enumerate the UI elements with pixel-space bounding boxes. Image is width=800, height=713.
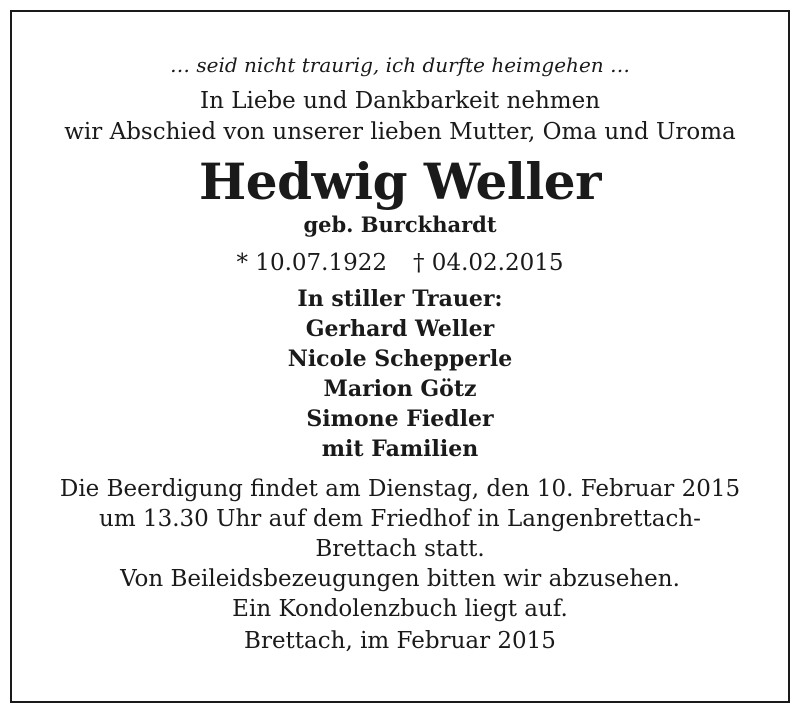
intro-line: wir Abschied von unserer lieben Mutter, Oma und Uroma <box>64 119 736 145</box>
details-line: Von Beileidsbezeugungen bitten wir abzusehen. <box>120 566 680 592</box>
mourners-list <box>0 284 800 464</box>
details-line: Ein Kondolenzbuch liegt auf. <box>232 596 568 622</box>
birth-date: * 10.07.1922 <box>236 250 387 276</box>
life-dates <box>0 247 800 279</box>
mourners-heading: In stiller Trauer: <box>297 286 503 312</box>
details-line: um 13.30 Uhr auf dem Friedhof in Langenbrettach- <box>99 506 701 532</box>
mourner-name: Gerhard Weller <box>305 316 495 342</box>
mourner-name: Marion Götz <box>323 376 477 402</box>
deceased-name: Hedwig Weller <box>199 152 601 211</box>
place-date: Brettach, im Februar 2015 <box>244 628 556 654</box>
motto-line: … seid nicht traurig, ich durfte heimgehen … <box>169 53 631 77</box>
funeral-details <box>0 474 800 624</box>
death-date: † 04.02.2015 <box>413 250 564 276</box>
mourner-name: Simone Fiedler <box>306 406 494 432</box>
mourner-families: mit Familien <box>321 436 479 462</box>
mourner-name: Nicole Schepperle <box>287 346 513 372</box>
intro-line: In Liebe und Dankbarkeit nehmen <box>199 88 601 114</box>
details-line: Die Beerdigung findet am Dienstag, den 10. Februar 2015 <box>59 476 741 502</box>
intro-text <box>0 86 800 148</box>
maiden-name: geb. Burckhardt <box>303 212 497 237</box>
details-line: Brettach statt. <box>315 536 485 562</box>
